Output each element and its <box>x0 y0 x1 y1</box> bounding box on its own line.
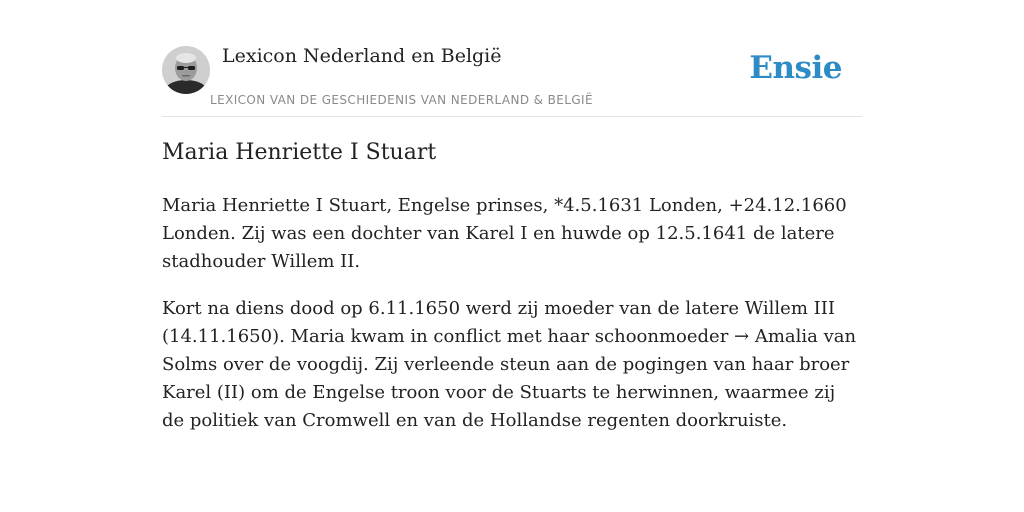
site-name[interactable]: Lexicon Nederland en België <box>222 45 502 67</box>
page-title: Maria Henriette I Stuart <box>162 140 437 165</box>
article-body <box>162 192 862 454</box>
site-header <box>162 40 862 117</box>
author-portrait-icon <box>162 46 210 94</box>
article-paragraph: Kort na diens dood op 6.11.1650 werd zij moeder van de latere Willem III (14.11.1650). Maria kwam in conflict met haar schoonmoeder → Amalia van Solms over de voogdij. Zij verleende steun aan de pogingen van haar broer Karel (II) om de Engelse troon voor de Stuarts te herwinnen, waarmee zij de politiek van Cromwell en van de Hollandse regenten doorkruiste. <box>162 298 857 431</box>
tagline: LEXICON VAN DE GESCHIEDENIS VAN NEDERLAND & BELGIË <box>210 93 593 107</box>
article-paragraph: Maria Henriette I Stuart, Engelse prinses, *4.5.1631 Londen, +24.12.1660 Londen. Zij was een dochter van Karel I en huwde op 12.5.1641 de latere stadhouder Willem II. <box>162 195 847 272</box>
avatar[interactable] <box>162 46 210 94</box>
brand-logo[interactable]: Ensie <box>749 50 842 86</box>
